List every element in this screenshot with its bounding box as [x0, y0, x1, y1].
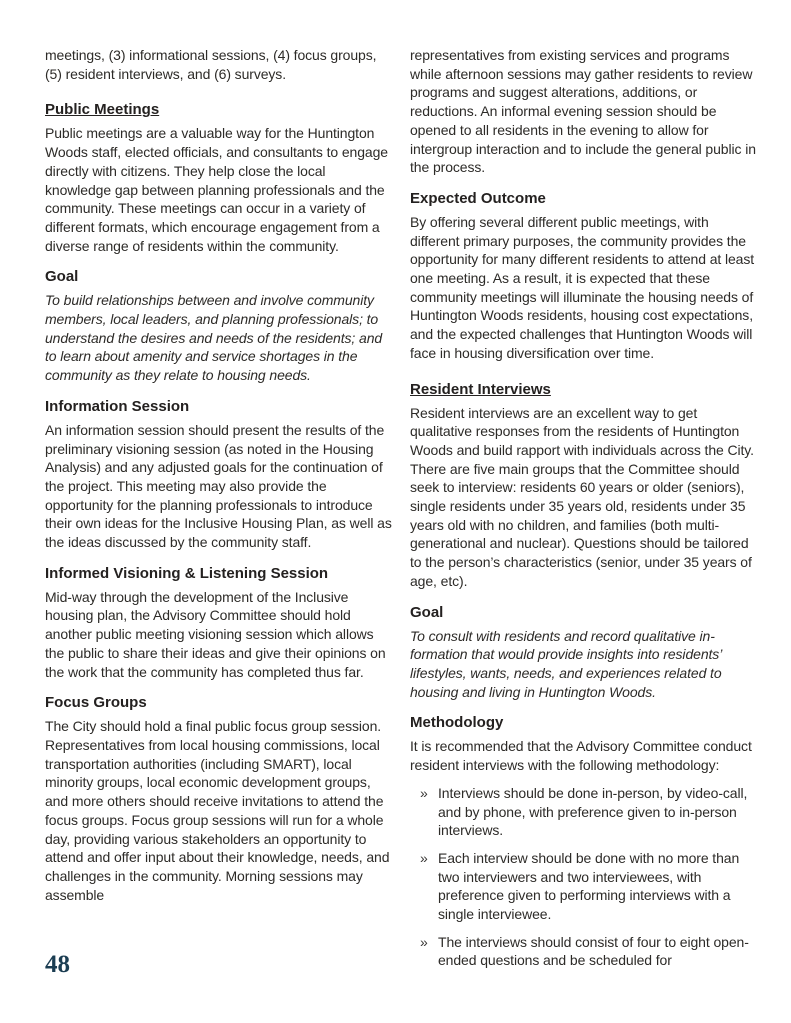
bullet-text: Each interview should be done with no more than two interviewers and two interviewees, with preference given to performing interviews with a single interviewee.: [438, 849, 740, 923]
subheading-goal-left: Goal: [45, 268, 79, 286]
section-heading-resident-interviews: Resident Interviews: [410, 380, 551, 398]
guillemet-bullet-icon: »: [420, 933, 428, 950]
bullet-text: The interviews should consist of four to eight open-ended questions and be scheduled for: [438, 933, 749, 969]
continuation-paragraph: representatives from existing services and programs while afternoon sessions may gather residents to review programs and suggest alterations, additions, or reductions. An informal evening session should be opened to all residents in the evening to allow for intergroup interaction and to include the general public in the process.: [410, 47, 756, 176]
guillemet-bullet-icon: »: [420, 849, 428, 866]
guillemet-bullet-icon: »: [420, 784, 428, 801]
subheading-goal-right: Goal: [410, 603, 444, 621]
goal-paragraph-left: To build relationships between and involve community members, local leaders, and planning professionals; to understand the desires and needs of the residents; and to learn about amenity and service shortages in the community as they relate to housing needs.: [45, 292, 383, 384]
two-column-layout: [45, 46, 757, 979]
page-number: 48: [45, 951, 70, 978]
focus-groups-paragraph: The City should hold a final public focus group session. Representatives from local housing commissions, local transportation authorities (including SMART), local minority groups, local economic development groups, and more others should receive invitations to attend the focus groups. Focus group sessions will run for a whole day, providing various stakeholders an opportunity to attend and offer input about their knowledge, needs, and challenges in the community. Morning sessions may assemble: [45, 718, 390, 903]
information-session-paragraph: An information session should present the results of the preliminary visioning session (as noted in the Housing Analysis) and any adjusted goals for the continuation of the project. This meeting may also provide the opportunity for the planning professionals to introduce their own ideas for the Inclusive Housing Plan, as well as the ideas discussed by the community staff.: [45, 421, 392, 551]
goal-paragraph-right: To consult with residents and record qualitative information that would provide insights into residents’ lifestyles, wants, needs, and experiences related to housing and living in Huntington Woods.: [410, 627, 722, 700]
bullet-text: Interviews should be done in-person, by video-call, and by phone, with preference given to in-person interviews.: [438, 784, 748, 839]
public-meetings-paragraph: Public meetings are a valuable way for the Huntington Woods staff, elected officials, and consultants to engage directly with citizens. They help close the local knowledge gap between planning professionals and the community. These meetings can occur in a variety of different formats, which encourage engagement from a diverse range of residents within the community.: [45, 125, 388, 254]
right-column: [410, 46, 759, 979]
subheading-expected-outcome: Expected Outcome: [410, 189, 546, 207]
subheading-information-session: Information Session: [45, 397, 190, 415]
methodology-bullet-list: [410, 784, 759, 970]
left-column: [45, 46, 394, 979]
subheading-focus-groups: Focus Groups: [45, 694, 147, 712]
section-heading-public-meetings: Public Meetings: [45, 101, 160, 119]
subheading-methodology: Methodology: [410, 714, 504, 732]
list-item: [410, 933, 759, 970]
methodology-paragraph: It is recommended that the Advisory Committee conduct resident interviews with the following methodology:: [410, 738, 752, 774]
resident-interviews-paragraph: Resident interviews are an excellent way to get qualitative responses from the residents of Huntington Woods and build rapport with individuals across the City. There are five main groups that the Committee should seek to interview: residents 60 years or older (seniors), single residents under 35 years old, residents under 35 years old with no children, and families (both multi-generational and nuclear). Questions should be tailored to the person’s characteristics (senior, under 35 years of age, etc).: [410, 404, 754, 589]
expected-outcome-paragraph: By offering several different public meetings, with different primary purposes, the community provides the opportunity for many different residents to attend at least one meeting. As a result, it is expected that these community meetings will illuminate the housing needs of Huntington Woods residents, housing cost expectations, and the expected challenges that Huntington Woods will face in housing diversification over time.: [410, 213, 755, 361]
list-item: [410, 784, 759, 840]
list-item: [410, 849, 759, 924]
intro-paragraph: meetings, (3) informational sessions, (4) focus groups, (5) resident interviews, and (6) surveys.: [45, 47, 377, 82]
subheading-informed-visioning: Informed Visioning & Listening Session: [45, 564, 329, 582]
informed-visioning-paragraph: Mid-way through the development of the Inclusive housing plan, the Advisory Committee should hold another public meeting visioning session which allows the public to share their ideas and give their opinions on the work that the community has completed thus far.: [45, 588, 386, 680]
